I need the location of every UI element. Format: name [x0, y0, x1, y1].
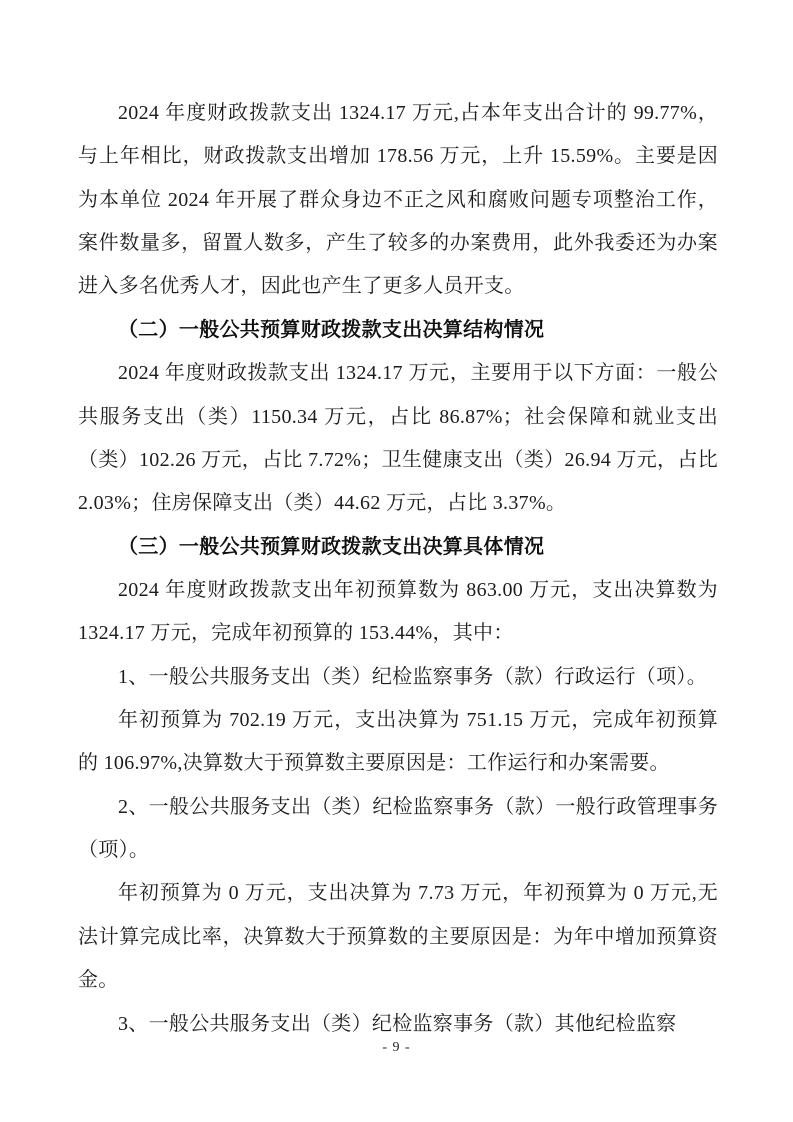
paragraph-expenditure-structure: 2024 年度财政拨款支出 1324.17 万元，主要用于以下方面：一般公共服务支出（类）1150.34 万元，占比 86.87%；社会保障和就业支出（类）102.26 万元，占比 7.72%；卫生健康支出（类）26.94 万元，占比 2.03%；住房保障支出（类）44.62 万元，占比 3.37%。	[78, 362, 718, 515]
paragraph-expenditure-detail-intro: 2024 年度财政拨款支出年初预算数为 863.00 万元，支出决算数为 1324.17 万元，完成年初预算的 153.44%，其中：	[78, 578, 718, 645]
paragraph-item-2-detail: 年初预算为 0 万元，支出决算为 7.73 万元，年初预算为 0 万元,无法计算完成比率，决算数大于预算数的主要原因是：为年中增加预算资金。	[78, 882, 718, 992]
section-heading-expenditure-detail: （三）一般公共预算财政拨款支出决算具体情况	[118, 535, 545, 558]
paragraph-item-1-detail: 年初预算为 702.19 万元，支出决算为 751.15 万元，完成年初预算的 106.97%,决算数大于预算数主要原因是：工作运行和办案需要。	[78, 709, 718, 775]
page-number: - 9 -	[382, 1040, 411, 1055]
paragraph-item-2-title: 2、一般公共服务支出（类）纪检监察事务（款）一般行政管理事务（项）。	[78, 795, 718, 862]
paragraph-item-1-title: 1、一般公共服务支出（类）纪检监察事务（款）行政运行（项）。	[118, 665, 707, 688]
paragraph-fiscal-expenditure-overview: 2024 年度财政拨款支出 1324.17 万元,占本年支出合计的 99.77%，与上年相比，财政拨款支出增加 178.56 万元，上升 15.59%。主要是因为本单位 2024 年开展了群众身边不正之风和腐败问题专项整治工作，案件数量多，留置人数多，产生了较多的办案费用，此外我委还为办案进入多名优秀人才，因此也产生了更多人员开支。	[78, 102, 718, 298]
paragraph-item-3-title: 3、一般公共服务支出（类）纪检监察事务（款）其他纪检监察	[118, 1012, 677, 1035]
section-heading-expenditure-structure: （二）一般公共预算财政拨款支出决算结构情况	[118, 318, 545, 341]
